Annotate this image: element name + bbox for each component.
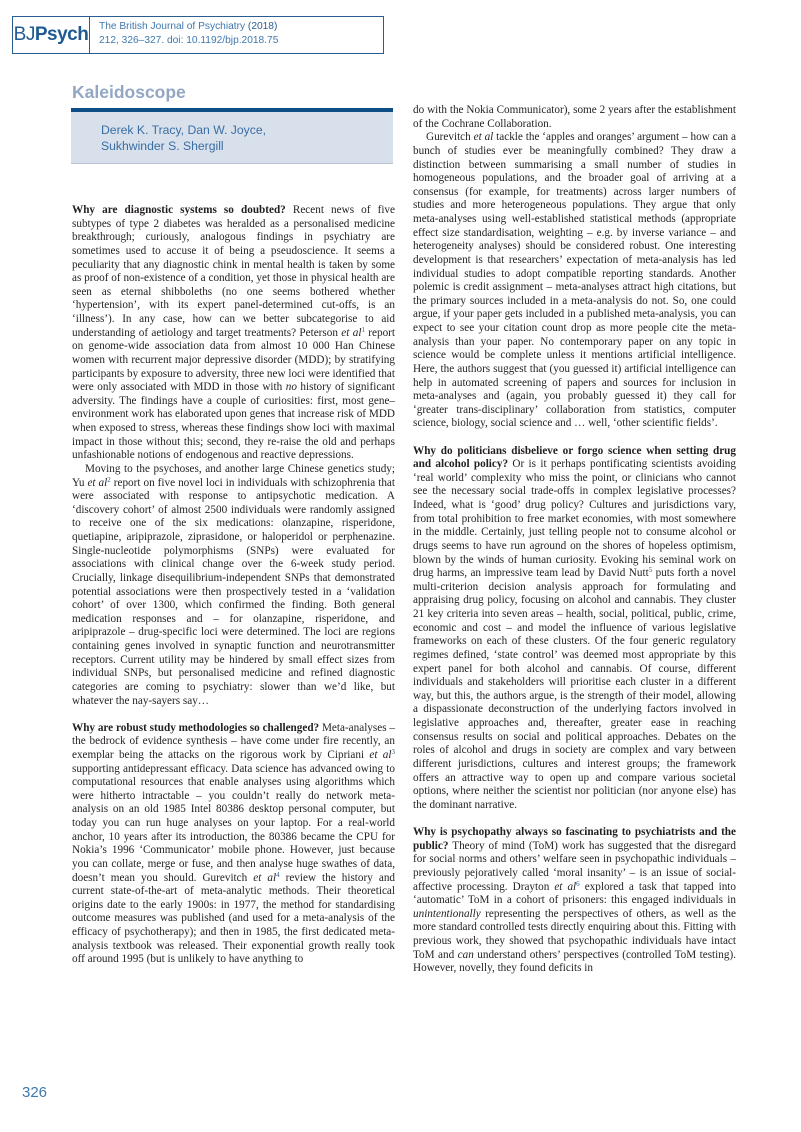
body-text[interactable]: report on genome-wide association data from almost 10 000 Han Chinese women with recurrent major depressive disorder (MDD); by stratifying participants by exposure to adversity, three new loci were identified that were only associated with MDD in those with	[72, 326, 396, 394]
section-heading: Why are robust study methodologies so challenged?	[72, 721, 320, 734]
body-text[interactable]: Moving to the psychoses, and another large Chinese genetics study; Yu	[72, 462, 395, 489]
journal-year: (2018)	[247, 21, 278, 32]
left-column	[72, 204, 395, 967]
italic-text: unintentionally	[413, 907, 481, 920]
bjpsych-logo	[13, 17, 90, 53]
journal-name: The British Journal of Psychiatry	[99, 21, 248, 32]
reference-superscript[interactable]: 3	[391, 747, 395, 756]
author-line: Sukhwinder S. Shergill	[101, 139, 224, 153]
body-text[interactable]: representing the perspectives of others, as well as the more standard controlled tests directly enquiring about this. Fitting with previous work, they showed that psychopathic individuals have intact ToM and	[413, 907, 736, 961]
reference-superscript[interactable]: 4	[276, 870, 280, 879]
body-text[interactable]: Meta-analyses – the bedrock of evidence synthesis – have come under fire recently, an exemplar being the attacks on the rigorous work by Cipriani	[72, 721, 395, 761]
reference-superscript[interactable]: 5	[648, 566, 653, 575]
italic-text: et al	[341, 326, 362, 339]
paragraph	[413, 131, 736, 431]
body-text[interactable]: puts forth a novel multi-criterion decision analysis approach for formulating and appraising drug policy, focusing on alcohol and cannabis. They cluster 21 key criteria into seven areas – health, social, political, public, crime, economic and cost – and model the influence of various legislative frameworks on each of these clusters. Of the four generic regulatory regimes defined, ‘state control’ was deemed most appropriate by this expert panel for both alcohol and cannabis. Of course, different individuals and stakeholders will prioritise each cluster in a different way, but this, the authors argue, is the strength of their model, allowing a dispassionate deconstruction of the underlying factors involved in legislative approaches and, thereafter, greater ease in reaching consensus results on social and political approaches. Debates on the roles of alcohol and drugs in society are complex and vary between different jurisdictions, cultures and interest groups; the framework offers an attractive way to open up and compare various societal options, where neither the scientist nor politician (nor anyone else) has the dominant narrative.	[413, 567, 737, 811]
logo-text-light: BJ	[13, 24, 35, 45]
paragraph	[413, 104, 736, 131]
journal-citation	[90, 17, 278, 53]
reference-superscript[interactable]: 2	[107, 475, 111, 484]
body-text[interactable]: understand others’ perspectives (controlled ToM testing). However, novelly, they found deficits in	[413, 948, 736, 975]
paragraph	[413, 826, 736, 976]
italic-text: et al	[554, 880, 577, 893]
body-text[interactable]: report on five novel loci in individuals with schizophrenia that were associated with response to antipsychotic medication. A ‘discovery cohort’ of almost 2500 individuals were randomly assigned to receive one of the six medications: olanzapine, risperidone, quetiapine, aripiprazole, ziprasidone, or haloperidol or perphenazine. Single-nucleotide polymorphisms (SNPs) were evaluated for associations with clinical change over the 6-week study period. Crucially, linkage disequilibrium-independent SNPs that demonstrated potential associations were then prospectively tested in a ‘validation cohort’ of over 1300, which confirmed the finding. Both general medication responses and – for olanzapine, risperidone, and aripiprazole – drug-specific loci were determined. The loci are regions containing genes involved in synaptic function and neurotransmitter receptors. Current utility may be hindered by small effect sizes from individual SNPs, but personalised medicine and refined diagnostic categories are coming to psychiatry: slower than we’d like, but whatever the nay-sayers say…	[72, 476, 396, 707]
italic-text: et al	[87, 476, 108, 489]
paragraph	[72, 463, 395, 708]
author-line: Derek K. Tracy, Dan W. Joyce,	[101, 123, 267, 137]
italic-text: can	[457, 948, 474, 961]
right-column	[413, 104, 736, 976]
paragraph	[72, 204, 395, 463]
italic-text: et al	[473, 131, 494, 144]
body-text[interactable]: Gurevitch	[426, 131, 474, 144]
paragraph	[72, 722, 395, 967]
body-text[interactable]: Or is it perhaps pontificating scientists avoiding ‘real world’ complexity who miss the point, or clinicians who cannot see the necessary social trade-offs in complex legislative processes? Indeed, what is ‘good’ drug policy? Cultures and jurisdictions vary, from total prohibition to free market economies, with most somewhere in the middle. Certainly, just telling people not to consume alcohol or drugs seems to have run aground on the shores of hopeless optimism, blown by the winds of human curiosity. Evoking his seminal work on drug harms, an impressive team lead by David Nutt	[413, 458, 736, 580]
logo-text-bold: Psych	[34, 24, 89, 45]
body-text[interactable]: tackle the ‘apples and oranges’ argument – how can a bunch of studies ever be meaningfully combined? They draw a distinction between summarising a small number of studies in homogeneous populations, and the broader goal of arriving at a consensus (for example, for treatments) across larger numbers of studies and more heterogeneous populations. They argue that only meta-analyses using well-established statistical methods (appropriate effect size standardisation, weighting – e.g. by inverse variance – and heterogeneity analyses) should be considered robust. One interesting development is that researchers’ expectation of meta-analysis has led individual studies to adopt compatible reporting standards. Another polemic is credit assignment – meta-analyses attract high citations, but the primary sources included in a meta-analysis do not. So, one could argue, if your paper gets included in a published meta-analysis, you can expect to see your citation count drop as more people cite the meta-analysis than your paper. No contemporary paper on any topic in science would be complete unless it mentions artificial intelligence. Here, the authors suggest that (you guessed it) artificial intelligence can help in automated screening of papers and sources for inclusion in meta-analyses and (again, you probably guessed it) they call for ‘greater trans-disciplinary’ collaboration from statistics, computer science, biology, social science and … well, ‘other scientific fields’.	[413, 131, 736, 430]
author-box	[71, 108, 393, 164]
section-heading: Why are diagnostic systems so doubted?	[72, 204, 286, 216]
paragraph	[413, 445, 736, 813]
section-heading: Why is psychopathy always so fascinating to psychiatrists and the public?	[413, 826, 736, 852]
body-text[interactable]: supporting antidepressant efficacy. Data science has advanced owing to computational resources that enable analyses using algorithms which were hitherto intractable – you couldn’t really do network meta-analysis on an old 1985 Intel 80386 desktop personal computer, but today you can run huge analyses on your laptop. For a real-world anchor, 10 years after its introduction, the 80386 became the CPU for Nokia’s 1996 ‘Communicator’ mobile phone. However, just because you can collate, merge or fuse, and then analyse huge swathes of data, doesn’t mean you should. Gurevitch	[72, 762, 395, 884]
page-number: 326	[22, 1084, 48, 1101]
reference-superscript[interactable]: 1	[361, 325, 365, 334]
journal-volume-doi: 212, 326–327. doi: 10.1192/bjp.2018.75	[99, 34, 279, 46]
section-title: Kaleidoscope	[72, 82, 186, 102]
journal-header	[12, 16, 384, 54]
italic-text: no	[285, 381, 297, 394]
italic-text: et al	[253, 871, 277, 884]
body-text[interactable]: explored a task that tapped into ‘automatic’ ToM in a cohort of prisoners: this engaged individuals in	[413, 880, 736, 907]
body-text[interactable]: Recent news of five subtypes of type 2 diabetes was heralded as a personalised medicine breakthrough; curiously, analogous findings in psychiatry are sometimes used to accuse it of being a pseudoscience. It seems a peculiarity that any diagnostic chink in mental health is taken by some as proof of non-existence of a condition, yet those in physical health are seen as eternal shibboleths (no one seems bothered whether ‘hypertension’, with its expert panel-determined cut-offs, is an ‘illness’). In any case, how can we better subcategorise to aid understanding of aetiology and target treatments? Peterson	[72, 204, 395, 339]
reference-superscript[interactable]: 6	[576, 879, 580, 888]
body-text[interactable]: review the history and current state-of-the-art of meta-analytic methods. Their theoretical origins date to the early 1900s: in 1977, the method for standardising outcome measures was published (and used for a meta-analysis of the efficacy of psychotherapy); and then in 1985, the first dedicated meta-analysis textbook was released. Their exponential growth really took off around 1995 (but is unlikely to have anything to	[72, 871, 396, 966]
section-heading: Why do politicians disbelieve or forgo science when setting drug and alcohol policy?	[413, 444, 736, 471]
body-text[interactable]: history of significant adversity. The findings have a couple of curiosities: first, most gene–environment work has elaborated upon genes that increase risk of MDD when exposed to stress, whereas these findings show loci with maximal impact in those without this; second, they re-raise the old and perhaps unfashionable notions of endogenous and reactive depressions.	[72, 381, 395, 462]
italic-text: et al	[369, 748, 392, 761]
body-text[interactable]: do with the Nokia Communicator), some 2 years after the establishment of the Cochrane Collaboration.	[413, 104, 736, 130]
body-text[interactable]: Theory of mind (ToM) work has suggested that the disregard for social norms and others’ welfare seen in psychopathic individuals – previously pejoratively called ‘moral insanity’ – is an issue of social-affective processing. Drayton	[413, 839, 736, 893]
